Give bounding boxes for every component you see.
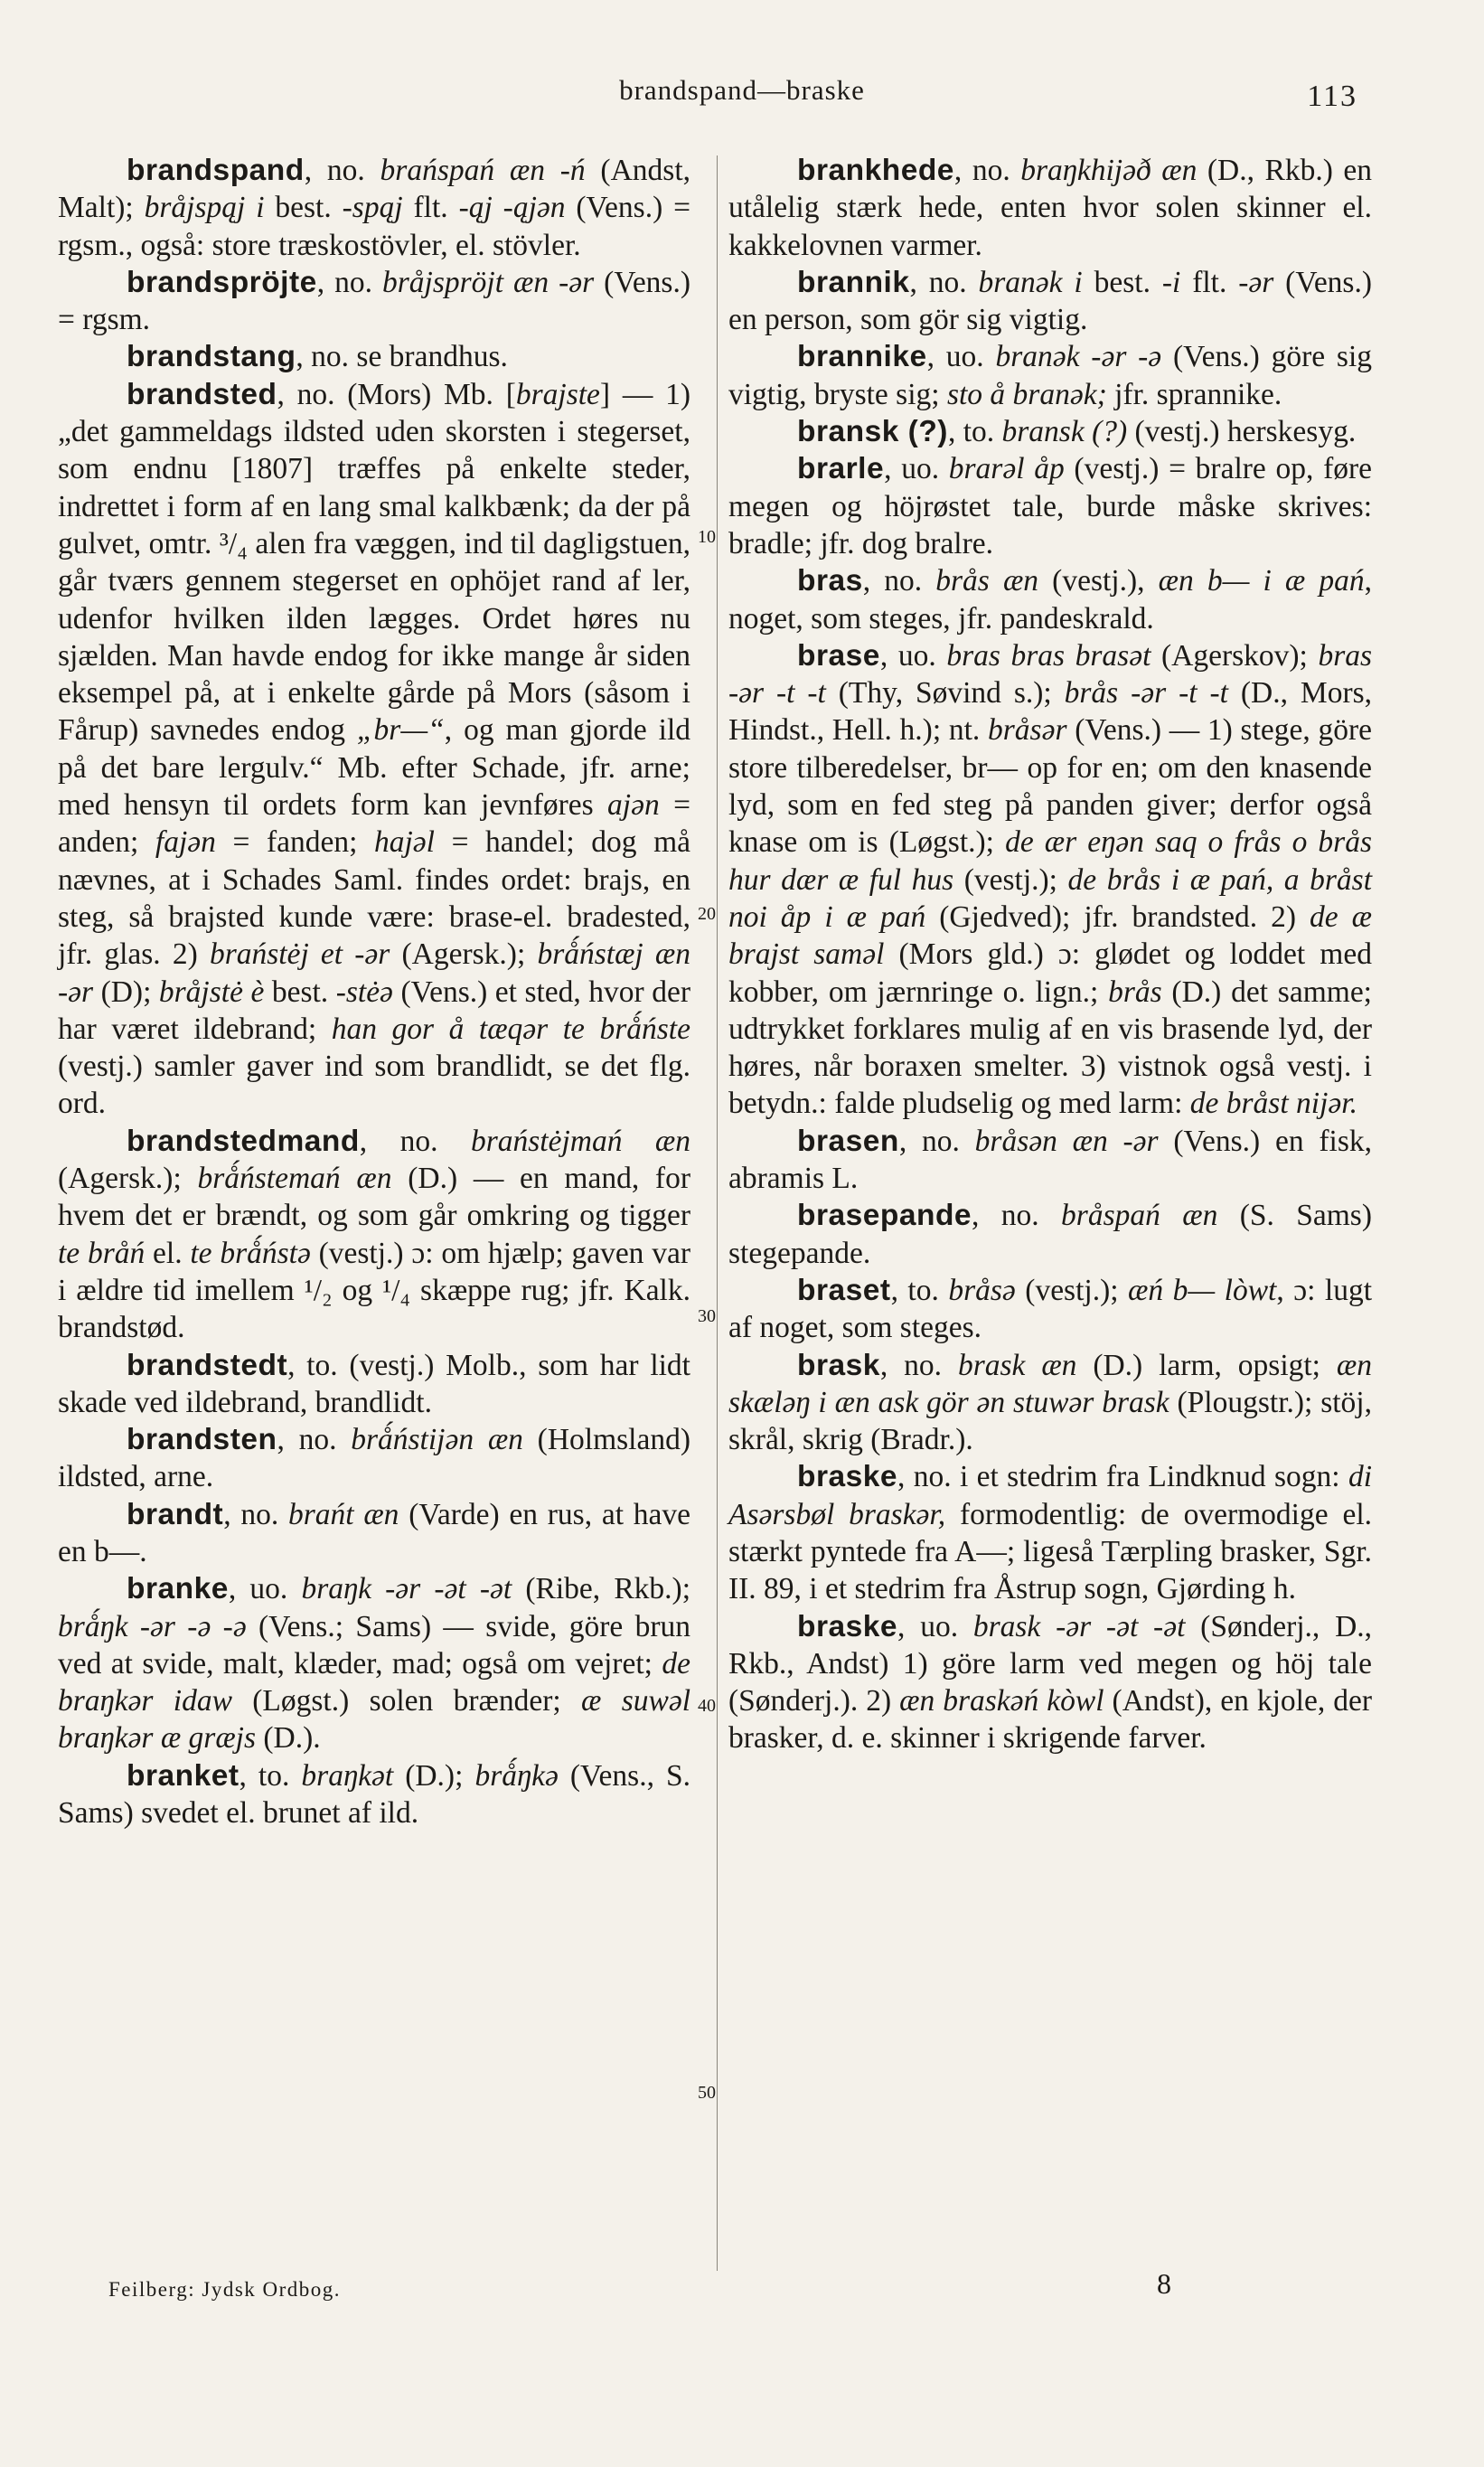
entry-headword: bransk (?) bbox=[797, 415, 948, 449]
dialect-form: braŋkhijəð æn bbox=[1020, 154, 1198, 187]
entry-headword: brannike bbox=[797, 340, 927, 374]
entry-text: , uo. bbox=[884, 452, 949, 486]
entry-text: (D.) — en mand, for hvem det er brændt, og som går omkring og tigger bbox=[58, 1162, 690, 1233]
entry-headword: brarle bbox=[797, 452, 885, 486]
dialect-form: æn skæləŋ i æn ask gör ən stuwər brask bbox=[728, 1348, 1372, 1419]
entry-text: , no. bbox=[277, 1423, 352, 1457]
entry-text: (Vens., S. Sams) svedet el. brunet af ild. bbox=[58, 1758, 690, 1831]
dialect-form: de æ brajst saməl bbox=[728, 899, 1372, 972]
dictionary-entry bbox=[58, 1123, 690, 1347]
dialect-form: bråjspąj i bbox=[144, 191, 265, 225]
dialect-form: brarəl åp bbox=[948, 452, 1065, 486]
dialect-form: braŋkət bbox=[301, 1758, 394, 1793]
entry-text: (Gjedved); jfr. brandsted. 2) bbox=[925, 899, 1310, 934]
entry-text: (Vens.) et sted, hvor der har været ildebrand; bbox=[58, 975, 690, 1046]
entry-text: (vestj.) = bralre op, føre megen og höjrøstet tale, burde måske skrives: bradle; jfr. dog bralre. bbox=[728, 452, 1372, 560]
dictionary-entry bbox=[728, 1197, 1372, 1272]
dialect-form: fajən bbox=[155, 825, 216, 860]
dictionary-entry bbox=[58, 1347, 690, 1422]
dialect-form: braństėjmań æn bbox=[470, 1124, 690, 1158]
dialect-form: „br—“ bbox=[356, 713, 445, 748]
entry-headword: brasepande bbox=[797, 1199, 972, 1233]
entry-text: (Løgst.) solen brænder; bbox=[231, 1684, 582, 1718]
entry-text: (Andst, Malt); bbox=[58, 154, 690, 225]
entry-text: , no. bbox=[953, 154, 1021, 187]
dialect-form: hajəl bbox=[374, 825, 435, 860]
entry-text: (Varde) en rus, at have en b—. bbox=[58, 1497, 690, 1568]
entry-headword: bras bbox=[797, 564, 863, 598]
entry-text: (vestj.), bbox=[1038, 564, 1159, 598]
right-column bbox=[728, 152, 1372, 1757]
entry-text: (Agersk.); bbox=[58, 1162, 198, 1196]
dialect-form: brǻństemań æn bbox=[197, 1162, 392, 1196]
dialect-form: æn braskəń kòwl bbox=[899, 1684, 1104, 1718]
entry-text: best. bbox=[264, 975, 336, 1009]
entry-text: , ɔ: lugt af noget, som steges. bbox=[728, 1273, 1373, 1345]
dialect-form: -ər bbox=[1238, 265, 1274, 299]
dialect-form: han gor å tæqər te brǻńste bbox=[331, 1012, 690, 1046]
dictionary-entry bbox=[728, 152, 1372, 264]
entry-text: (Vens.) göre sig vigtig, bryste sig; bbox=[728, 340, 1372, 411]
dictionary-entry bbox=[728, 338, 1372, 413]
dialect-form: sto å branək; bbox=[946, 377, 1107, 411]
entry-text: (D); bbox=[93, 975, 159, 1009]
entry-headword: brandspand bbox=[127, 154, 305, 187]
entry-headword: brase bbox=[797, 638, 880, 673]
dialect-form: brajste bbox=[515, 377, 600, 411]
entry-text: , no. bbox=[862, 564, 936, 598]
entry-headword: brandsten bbox=[127, 1423, 277, 1457]
dialect-form: di Asərsbøl braskər, bbox=[728, 1460, 1372, 1531]
entry-text: (D.) larm, opsigt; bbox=[1076, 1348, 1337, 1382]
entry-text: (Agerskov); bbox=[1151, 638, 1319, 673]
entry-text: (vestj.); bbox=[1015, 1273, 1129, 1307]
dialect-form: brańspań æn -ń bbox=[380, 154, 586, 187]
entry-headword: braske bbox=[797, 1460, 898, 1494]
entry-text: , og man gjorde ild på det bare lergulv.“ Mb. efter Schade, jfr. arne; med hensyn til ordets form kan jevnføres bbox=[58, 713, 690, 823]
entry-text: (D.). bbox=[256, 1721, 321, 1756]
entry-text: , no. bbox=[359, 1124, 471, 1158]
column-divider bbox=[717, 155, 718, 2271]
entry-text: , no. bbox=[972, 1199, 1062, 1233]
entry-text: flt. bbox=[402, 191, 459, 225]
dialect-form: æn b— i æ pań bbox=[1158, 564, 1365, 598]
entry-text: flt. bbox=[1180, 265, 1239, 299]
entry-text: (Sønderj., D., Rkb., Andst) 1) göre larm ved megen og höj tale (Sønderj.). 2) bbox=[728, 1609, 1373, 1718]
entry-headword: brask bbox=[797, 1348, 880, 1382]
entry-text: (Agersk.); bbox=[390, 937, 538, 972]
entry-text: , no. se brandhus. bbox=[296, 340, 508, 374]
dictionary-entry bbox=[728, 1608, 1372, 1757]
line-number-30: 30 bbox=[698, 1306, 716, 1326]
dialect-form: brǻństæj æn -ər bbox=[58, 937, 691, 1009]
dictionary-entry bbox=[728, 413, 1372, 450]
entry-text: , no. i et stedrim fra Lindknud sogn: bbox=[897, 1460, 1348, 1494]
dialect-form: bråsər bbox=[988, 713, 1067, 748]
dictionary-entry bbox=[728, 1458, 1372, 1607]
entry-text: (Vens.) = rgsm. bbox=[58, 265, 691, 337]
entry-headword: braske bbox=[797, 1609, 898, 1643]
entry-text: (Andst), en kjole, der brasker, d. e. skinner i skrigende farver. bbox=[728, 1684, 1372, 1756]
dialect-form: -spąj bbox=[342, 191, 403, 225]
dialect-form: æń b— lòwt bbox=[1128, 1273, 1277, 1307]
dialect-form: brǻństijən æn bbox=[351, 1423, 523, 1457]
entry-text: , noget, som steges, jfr. pandeskrald. bbox=[728, 564, 1372, 636]
entry-text: (Vens.; Sams) — svide, göre brun ved at svide, malt, klæder, mad; også om vejret; bbox=[58, 1609, 690, 1681]
entry-headword: brasen bbox=[797, 1124, 899, 1158]
entry-text: , no. bbox=[304, 154, 380, 187]
entry-text: best. bbox=[264, 191, 343, 225]
entry-text: , no. bbox=[879, 1348, 958, 1382]
entry-text: (vestj.) ɔ: om hjælp; gaven var i ældre tid imellem ¹/₂ og ¹/₄ skæppe rug; jfr. Kalk. brandstød. bbox=[58, 1236, 690, 1345]
entry-text: , no. bbox=[909, 265, 979, 299]
dictionary-entry bbox=[728, 1272, 1372, 1347]
dictionary-entry bbox=[728, 637, 1372, 1123]
dialect-form: brǻŋkə bbox=[474, 1758, 559, 1793]
entry-headword: branket bbox=[127, 1758, 240, 1793]
dictionary-entry bbox=[58, 1757, 690, 1832]
dialect-form: ajən bbox=[607, 788, 660, 823]
dictionary-entry bbox=[58, 264, 690, 339]
dialect-form: te brǻństə bbox=[190, 1236, 311, 1270]
entry-text: , to. (vestj.) Molb., som har lidt skade ved ildebrand, brandlidt. bbox=[58, 1348, 690, 1419]
entry-text: , to. bbox=[947, 415, 1002, 449]
left-column bbox=[58, 152, 690, 1831]
dialect-form: brańt æn bbox=[287, 1497, 399, 1531]
entry-text: (Holmsland) ildsted, arne. bbox=[58, 1423, 690, 1494]
entry-headword: braset bbox=[797, 1273, 891, 1307]
entry-text: best. bbox=[1082, 265, 1162, 299]
entry-headword: branke bbox=[127, 1572, 229, 1606]
dialect-form: de braŋkər idaw bbox=[58, 1646, 690, 1718]
entry-text: (S. Sams) stegepande. bbox=[728, 1199, 1372, 1270]
dictionary-entry bbox=[58, 1421, 690, 1496]
entry-text: (vestj.) herskesyg. bbox=[1127, 415, 1357, 449]
dictionary-entry bbox=[58, 1570, 690, 1756]
entry-headword: brandstang bbox=[127, 340, 296, 374]
dialect-form: brås æn bbox=[935, 564, 1039, 598]
entry-text: , uo. bbox=[897, 1609, 973, 1643]
entry-text: , no. (Mors) Mb. [ bbox=[277, 377, 516, 411]
entry-headword: brandsted bbox=[127, 377, 277, 411]
entry-text: (Thy, Søvind s.); bbox=[825, 676, 1065, 711]
dialect-form: -i bbox=[1161, 265, 1181, 299]
line-number-10: 10 bbox=[698, 527, 716, 547]
entry-text: el. bbox=[145, 1236, 191, 1270]
entry-headword: brandt bbox=[127, 1497, 224, 1531]
dialect-form: bras -ər -t -t bbox=[728, 638, 1373, 711]
entry-text: = handel; dog må nævnes, at i Schades Saml. findes ordet: brajs, en steg, så brajsted kunde være: brase-el. bradested, jfr. glas. 2) bbox=[58, 825, 691, 972]
entry-text: (Vens.) en person, som gör sig vigtig. bbox=[728, 265, 1372, 337]
entry-text: (D., Rkb.) en utålelig stærk hede, enten hvor solen skinner el. kakkelovnen varmer. bbox=[728, 154, 1372, 262]
running-head: brandspand—braske bbox=[619, 74, 865, 106]
dialect-form: bråsə bbox=[948, 1273, 1016, 1307]
entry-text: , no. bbox=[223, 1497, 288, 1531]
dictionary-entry bbox=[58, 338, 690, 375]
entry-text: , uo. bbox=[228, 1572, 302, 1606]
dialect-form: -ąj -ąjən bbox=[458, 191, 566, 225]
dialect-form: te bråń bbox=[58, 1236, 146, 1270]
dialect-form: de brås i æ pań, a bråst noi åp i æ pań bbox=[728, 862, 1372, 934]
entry-text: (D.); bbox=[393, 1758, 475, 1793]
entry-headword: brankhede bbox=[797, 154, 954, 187]
entry-text: , no. bbox=[898, 1124, 975, 1158]
line-number-50: 50 bbox=[698, 2083, 716, 2103]
entry-text: , uo. bbox=[926, 340, 996, 374]
dialect-form: braŋk -ər -ət -ət bbox=[301, 1572, 512, 1606]
dialect-form: bråjstė è bbox=[158, 975, 265, 1009]
dictionary-entry bbox=[728, 264, 1372, 339]
entry-headword: brandstedt bbox=[127, 1348, 288, 1382]
dialect-form: brås -ər -t -t bbox=[1064, 676, 1228, 711]
entry-headword: brannik bbox=[797, 265, 910, 299]
page-number: 113 bbox=[1307, 80, 1357, 113]
dictionary-entry bbox=[728, 450, 1372, 562]
dialect-form: braństėj et -ər bbox=[209, 937, 390, 972]
entry-text: = anden; bbox=[58, 788, 690, 860]
line-number-20: 20 bbox=[698, 904, 716, 924]
dialect-form: bransk (?) bbox=[1001, 415, 1128, 449]
entry-text: (vestj.) samler gaver ind som brandlidt, se det flg. ord. bbox=[58, 1050, 690, 1121]
entry-text: (vestj.); bbox=[953, 862, 1068, 897]
dictionary-entry bbox=[728, 1123, 1372, 1198]
sheet-number: 8 bbox=[1157, 2267, 1171, 2300]
footer-signature: Feilberg: Jydsk Ordbog. bbox=[108, 2278, 342, 2301]
entry-text: (D.) det samme; udtrykket forklares mulig af en vis brasende lyd, der høres, når boraxen smelter. 3) vistnok også vestj. i betydn.: falde pludselig og med larm: bbox=[728, 975, 1372, 1121]
entry-text: (D., Mors, Hindst., Hell. h.); nt. bbox=[728, 676, 1373, 748]
dictionary-entry bbox=[728, 562, 1372, 637]
line-number-40: 40 bbox=[698, 1696, 716, 1716]
dictionary-entry bbox=[58, 376, 690, 1123]
entry-text: , uo. bbox=[879, 638, 947, 673]
entry-text: (Plougstr.); stöj, skrål, skrig (Bradr.). bbox=[728, 1385, 1372, 1457]
dictionary-entry bbox=[58, 1496, 690, 1571]
dialect-form: de bråst nijər. bbox=[1189, 1087, 1357, 1121]
entry-text: (Mors gld.) ɔ: glødet og loddet med kobber, om jærnringe o. lign.; bbox=[728, 937, 1372, 1009]
entry-text: (Vens.) — 1) stege, göre store tilberedelser, br— op for en; om den knasende lyd, som en fed steg på panden giver; derfor også knase om is (Løgst.); bbox=[728, 713, 1372, 860]
entry-text: = fanden; bbox=[215, 825, 374, 860]
dialect-form: de ær eŋən saq o frås o brås hur dær æ ful hus bbox=[728, 825, 1373, 897]
dialect-form: brås bbox=[1108, 975, 1162, 1009]
dialect-form: bråjspröjt æn -ər bbox=[382, 265, 595, 299]
dialect-form: branək -ər -ə bbox=[995, 340, 1162, 374]
entry-headword: brandstedmand bbox=[127, 1124, 360, 1158]
dialect-form: branək i bbox=[978, 265, 1083, 299]
entry-headword: brandspröjte bbox=[127, 265, 317, 299]
dialect-form: brask æn bbox=[957, 1348, 1077, 1382]
entry-text: , to. bbox=[890, 1273, 949, 1307]
dialect-form: bras bras brasət bbox=[946, 638, 1151, 673]
entry-text: formodentlig: de overmodige el. stærkt pyntede fra A—; ligeså Tærpling brasker, Sgr. II. 89, i et stedrim fra Åstrup sogn, Gjørding h. bbox=[728, 1497, 1372, 1606]
entry-text: jfr. sprannike. bbox=[1106, 377, 1282, 411]
entry-text: ] — 1) „det gammeldags ildsted uden skorsten i stegerset, som endnu [1807] træffes på enkelte steder, indrettet i form af en lang smal kalkbænk; da der på gulvet, omtr. ³/₄ alen fra væggen, ind til dagligstuen, går tværs gennem stegerset en ophöjet rand af ler, udenfor hvilken ilden lægges. Ordet høres nu sjælden. Man havde endog for ikke mange år siden eksempel på, at i enkelte gårde på Mors (såsom i Fårup) savnedes endog bbox=[58, 377, 691, 748]
dialect-form: bråspań æn bbox=[1061, 1199, 1218, 1233]
entry-text: , no. bbox=[316, 265, 382, 299]
dialect-form: -stėə bbox=[335, 975, 393, 1009]
dictionary-entry bbox=[58, 152, 690, 264]
dictionary-entry bbox=[728, 1347, 1372, 1459]
entry-text: (Vens.) en fisk, abramis L. bbox=[728, 1124, 1372, 1196]
dialect-form: brask -ər -ət -ət bbox=[972, 1609, 1186, 1643]
entry-text: (Ribe, Rkb.); bbox=[512, 1572, 691, 1606]
dialect-form: bråsən æn -ər bbox=[974, 1124, 1159, 1158]
entry-text: , to. bbox=[239, 1758, 302, 1793]
dialect-form: æ suwəl braŋkər æ græjs bbox=[58, 1684, 691, 1756]
entry-text: (Vens.) = rgsm., også: store træskostövler, el. stövler. bbox=[58, 191, 691, 262]
dialect-form: brǻŋk -ər -ə -ə bbox=[58, 1609, 247, 1643]
